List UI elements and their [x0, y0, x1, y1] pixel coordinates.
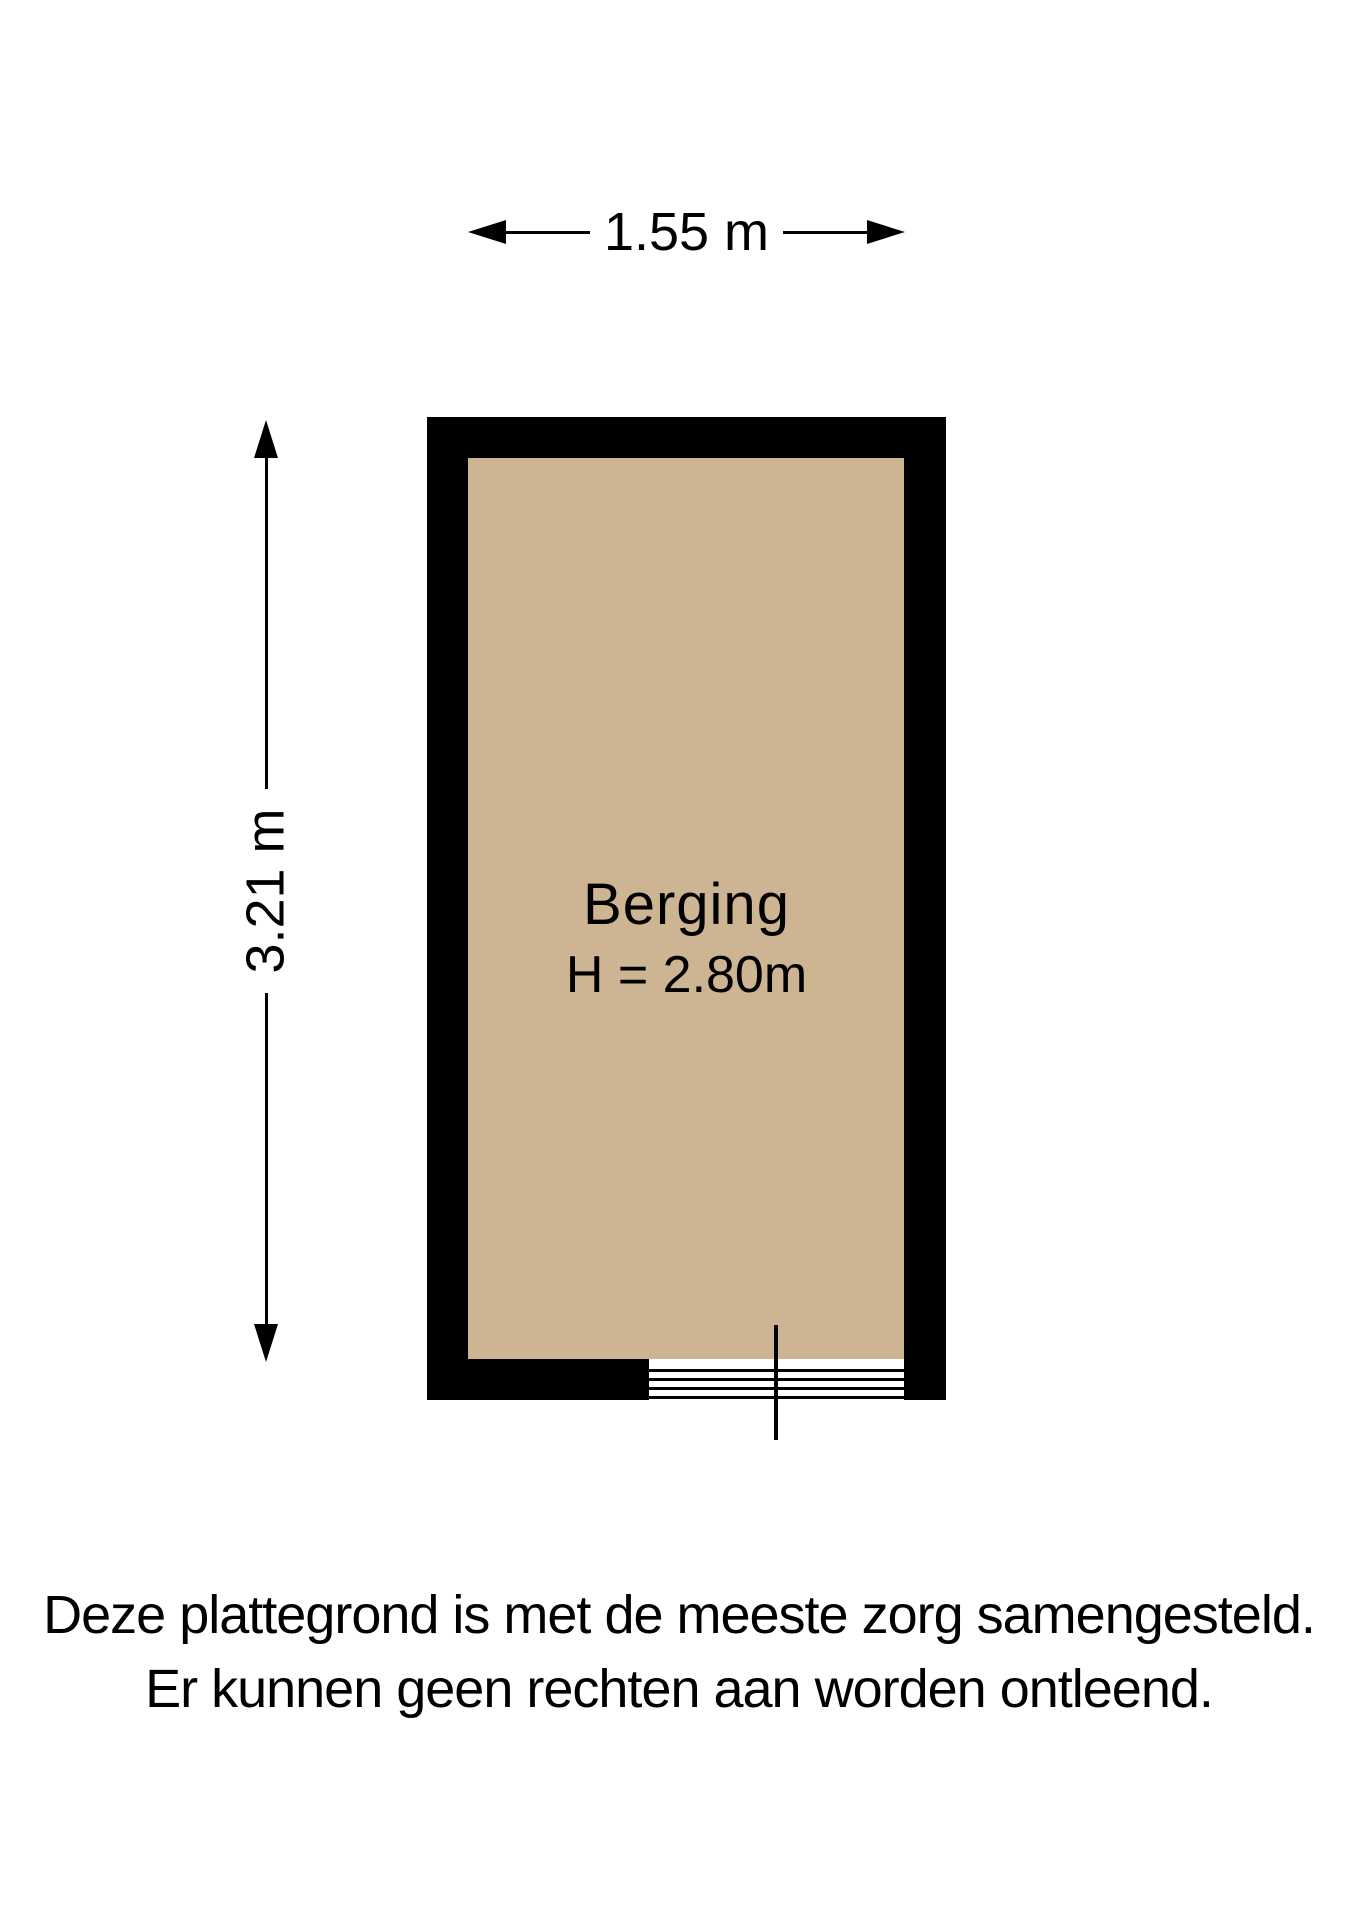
disclaimer [0, 1578, 1358, 1726]
dimension-line [265, 993, 268, 1324]
arrow-up-icon [254, 420, 278, 458]
room-ceiling-height: H = 2.80m [565, 946, 808, 1004]
arrow-down-icon [254, 1324, 278, 1362]
disclaimer-line-2: Er kunnen geen rechten aan worden ontleend. [145, 1659, 1213, 1719]
door-marker-line [774, 1325, 778, 1440]
width-dimension-label: 1.55 m [603, 202, 770, 262]
room-name: Berging [583, 872, 790, 937]
arrow-left-icon [468, 220, 506, 244]
dimension-line [506, 231, 590, 234]
arrow-right-icon [867, 220, 905, 244]
height-dimension-label-box [234, 789, 298, 993]
height-dimension [234, 420, 298, 1362]
room-label [468, 872, 905, 1004]
width-dimension [468, 200, 905, 264]
height-dimension-label: 3.21 m [236, 808, 296, 974]
dimension-line [783, 231, 867, 234]
dimension-line [265, 458, 268, 789]
disclaimer-line-1: Deze plattegrond is met de meeste zorg samengesteld. [43, 1585, 1315, 1645]
